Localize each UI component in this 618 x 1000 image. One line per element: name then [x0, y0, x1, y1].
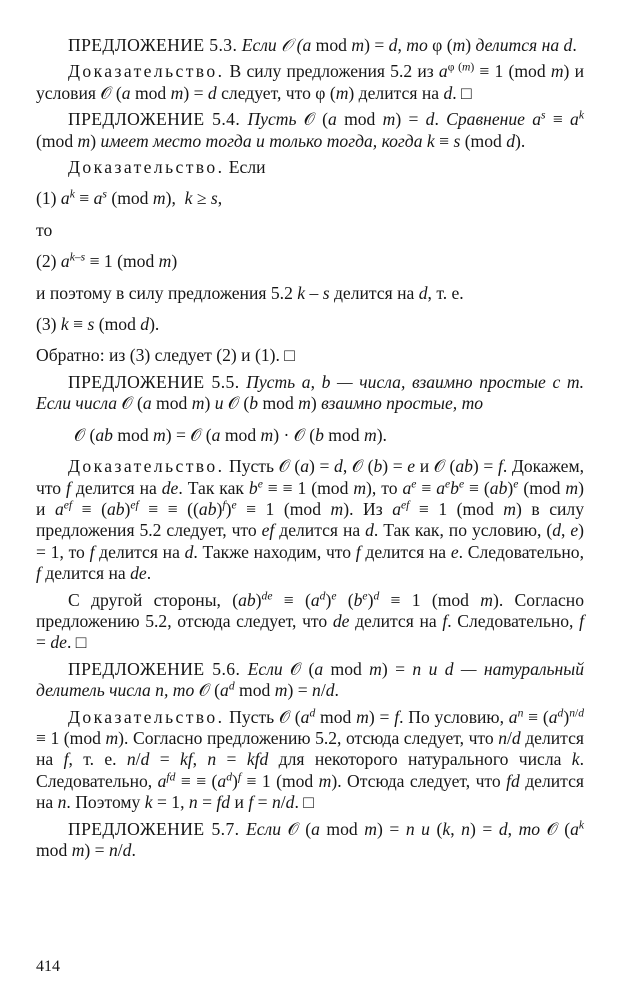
proposition — [36, 659, 584, 702]
proposition-heading: ПРЕДЛОЖЕНИЕ 5.5. — [68, 371, 240, 392]
paragraph-body: Если 𝒪 (a mod m) = d, то φ (m) делится на d. — [241, 35, 577, 55]
page-number: 414 — [36, 958, 60, 975]
paragraph-body: Пусть a, b — числа, взаимно простые с m. Если числа 𝒪 (a mod m) и 𝒪 (b mod m) взаимно простые, то — [36, 371, 584, 414]
proof — [36, 707, 584, 814]
paragraph-body: В силу предложения 5.2 из $a^{\varphi (m)} \equiv 1$ (mod m) и условия 𝒪 (a mod m) = d следует, что φ (m) делится на d. □ — [36, 61, 585, 103]
proof-heading: Доказательство. — [68, 706, 225, 727]
proposition — [36, 109, 584, 152]
page-content — [36, 35, 584, 861]
proof — [36, 456, 584, 584]
proposition-heading: ПРЕДЛОЖЕНИЕ 5.7. — [68, 818, 240, 839]
formula-display: 𝒪 (ab mod m) = 𝒪 (a mod m) · 𝒪 (b mod m). — [74, 424, 387, 445]
paragraph-body: Если — [224, 157, 266, 178]
proposition-heading: ПРЕДЛОЖЕНИЕ 5.3. — [68, 35, 238, 55]
proposition-heading: ПРЕДЛОЖЕНИЕ 5.4. — [68, 109, 241, 130]
proposition — [36, 819, 584, 862]
paragraph-body: Если 𝒪 (a mod m) = n и (k, n) = d, то 𝒪 ($a^k$ mod m) = n/d. — [36, 818, 585, 860]
formula: (2) $a^{k-s} \equiv 1$ (mod m) — [36, 250, 178, 272]
proof-heading: Доказательство. — [68, 61, 225, 82]
proof-heading: Доказательство. — [68, 456, 225, 477]
paragraph-body: Пусть 𝒪 (a mod m) = d. Сравнение $a^s \equiv a^k$ (mod m) имеет место тогда и только тогда, когда k ≡ s (mod d). — [36, 108, 584, 151]
formula: (3) k ≡ s (mod d). — [36, 314, 160, 335]
proof-heading: Доказательство. — [68, 157, 225, 178]
paragraph: то — [36, 219, 53, 240]
formula: (1) $a^k \equiv a^s$ (mod m), k ≥ s, — [36, 188, 223, 209]
paragraph: Обратно: из (3) следует (2) и (1). □ — [36, 345, 295, 366]
proposition — [36, 372, 584, 415]
paragraph-body: Если 𝒪 (a mod m) = n и d — натуральный делитель числа n, то 𝒪 ($a^d$ mod m) = n/d. — [36, 658, 584, 701]
paragraph: С другой стороны, $(ab)^{de} \equiv (a^d)^e$ $(b^e)^d \equiv 1$ (mod m). Согласно предложению 5.2, отсюда следует, что de делится на f. Следовательно, f = de. □ — [36, 589, 584, 653]
proposition-heading: ПРЕДЛОЖЕНИЕ 5.6. — [68, 658, 241, 679]
paragraph-body: Пусть 𝒪 ($a^d$ mod m) = f. По условию, $a^n \equiv (a^d)^{n/d} \equiv 1$ (mod m). Согласно предложению 5.2, отсюда следует, что n/d делится на f, т. е. n/d = kf, n = kfd для некоторого натурального числа k. Следовательно, $a^{fd}$ ≡ ≡ $(a^d)^f \equiv 1$ (mod m). Отсюда следует, что fd делится на n. Поэтому k = 1, n = fd и f = n/d. □ — [36, 706, 585, 813]
paragraph-body: Пусть 𝒪 (a) = d, 𝒪 (b) = e и 𝒪 (ab) = f. Докажем, что f делится на de. Так как $b^e$ ≡ ≡ 1 (mod m), то $a^e \equiv a^eb^e \equiv (ab)^e$ (mod m) и $a^{ef} \equiv (ab)^{ef}$ ≡ ≡ $((ab)^f)^e \equiv 1$ (mod m). Из $a^{ef} \equiv 1$ (mod m) в силу предложения 5.2 следует, что ef делится на d. Так как, по условию, (d, e) = 1, то f делится на d. Также находим, что f делится на e. Следовательно, f делится на de. — [36, 456, 585, 584]
paragraph: и поэтому в силу предложения 5.2 k – s делится на d, т. е. — [36, 282, 464, 303]
proof — [36, 61, 584, 104]
proposition — [36, 35, 584, 56]
proof — [36, 157, 584, 178]
